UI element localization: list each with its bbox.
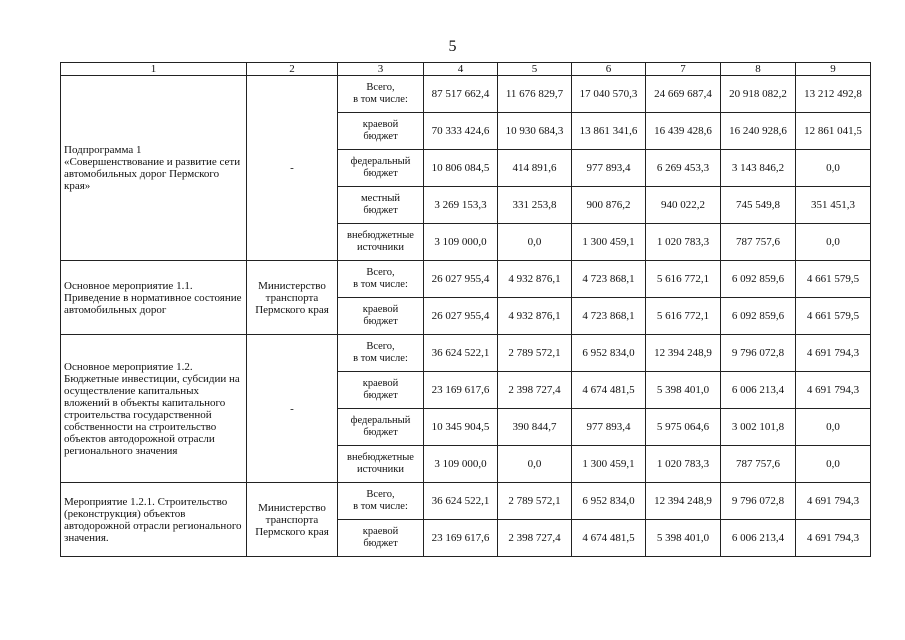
amount-cell: 20 918 082,2 bbox=[721, 76, 796, 113]
funding-source-cell: Всего, в том числе: bbox=[338, 261, 424, 298]
amount-cell: 5 616 772,1 bbox=[646, 261, 721, 298]
amount-cell: 3 269 153,3 bbox=[424, 187, 498, 224]
table-row bbox=[61, 483, 871, 520]
amount-cell: 6 092 859,6 bbox=[721, 298, 796, 335]
funding-source-cell: внебюджетные источники bbox=[338, 446, 424, 483]
executor-cell: - bbox=[247, 76, 338, 261]
amount-cell: 1 300 459,1 bbox=[572, 446, 646, 483]
amount-cell: 26 027 955,4 bbox=[424, 261, 498, 298]
column-number: 2 bbox=[247, 63, 338, 76]
amount-cell: 6 952 834,0 bbox=[572, 483, 646, 520]
amount-cell: 2 398 727,4 bbox=[498, 520, 572, 557]
funding-source-cell: краевой бюджет bbox=[338, 372, 424, 409]
column-number: 5 bbox=[498, 63, 572, 76]
amount-cell: 23 169 617,6 bbox=[424, 372, 498, 409]
amount-cell: 745 549,8 bbox=[721, 187, 796, 224]
amount-cell: 16 240 928,6 bbox=[721, 113, 796, 150]
amount-cell: 4 674 481,5 bbox=[572, 372, 646, 409]
amount-cell: 4 661 579,5 bbox=[796, 298, 871, 335]
amount-cell: 5 975 064,6 bbox=[646, 409, 721, 446]
amount-cell: 2 789 572,1 bbox=[498, 335, 572, 372]
amount-cell: 9 796 072,8 bbox=[721, 483, 796, 520]
table-row bbox=[61, 261, 871, 298]
amount-cell: 4 723 868,1 bbox=[572, 261, 646, 298]
amount-cell: 5 616 772,1 bbox=[646, 298, 721, 335]
amount-cell: 4 932 876,1 bbox=[498, 298, 572, 335]
program-name-cell: Основное мероприятие 1.1. Приведение в нормативное состояние автомобильных дорог bbox=[61, 261, 247, 335]
amount-cell: 1 300 459,1 bbox=[572, 224, 646, 261]
amount-cell: 6 092 859,6 bbox=[721, 261, 796, 298]
amount-cell: 977 893,4 bbox=[572, 150, 646, 187]
funding-source-cell: Всего, в том числе: bbox=[338, 335, 424, 372]
amount-cell: 6 269 453,3 bbox=[646, 150, 721, 187]
amount-cell: 1 020 783,3 bbox=[646, 224, 721, 261]
amount-cell: 331 253,8 bbox=[498, 187, 572, 224]
executor-cell: Министерство транспорта Пермского края bbox=[247, 261, 338, 335]
table-row bbox=[61, 335, 871, 372]
amount-cell: 70 333 424,6 bbox=[424, 113, 498, 150]
amount-cell: 0,0 bbox=[498, 446, 572, 483]
amount-cell: 4 932 876,1 bbox=[498, 261, 572, 298]
amount-cell: 3 109 000,0 bbox=[424, 446, 498, 483]
amount-cell: 0,0 bbox=[796, 150, 871, 187]
program-name-cell: Основное мероприятие 1.2. Бюджетные инвестиции, субсидии на осуществление капитальных вложений в объекты капитального строительства государственной собственности на строительство объектов автодорожной отрасли регионального значения bbox=[61, 335, 247, 483]
amount-cell: 6 006 213,4 bbox=[721, 520, 796, 557]
column-number: 9 bbox=[796, 63, 871, 76]
funding-source-cell: местный бюджет bbox=[338, 187, 424, 224]
amount-cell: 13 861 341,6 bbox=[572, 113, 646, 150]
amount-cell: 351 451,3 bbox=[796, 187, 871, 224]
amount-cell: 4 674 481,5 bbox=[572, 520, 646, 557]
amount-cell: 900 876,2 bbox=[572, 187, 646, 224]
budget-table-body bbox=[61, 63, 871, 557]
funding-source-cell: федеральный бюджет bbox=[338, 409, 424, 446]
budget-table bbox=[60, 62, 871, 557]
amount-cell: 17 040 570,3 bbox=[572, 76, 646, 113]
amount-cell: 4 691 794,3 bbox=[796, 520, 871, 557]
program-name-cell: Мероприятие 1.2.1. Строительство (реконструкция) объектов автодорожной отрасли регионального значения. bbox=[61, 483, 247, 557]
amount-cell: 414 891,6 bbox=[498, 150, 572, 187]
amount-cell: 390 844,7 bbox=[498, 409, 572, 446]
amount-cell: 23 169 617,6 bbox=[424, 520, 498, 557]
amount-cell: 6 952 834,0 bbox=[572, 335, 646, 372]
funding-source-cell: краевой бюджет bbox=[338, 298, 424, 335]
amount-cell: 940 022,2 bbox=[646, 187, 721, 224]
amount-cell: 3 109 000,0 bbox=[424, 224, 498, 261]
amount-cell: 787 757,6 bbox=[721, 224, 796, 261]
amount-cell: 5 398 401,0 bbox=[646, 520, 721, 557]
amount-cell: 4 691 794,3 bbox=[796, 335, 871, 372]
amount-cell: 12 394 248,9 bbox=[646, 483, 721, 520]
column-number: 4 bbox=[424, 63, 498, 76]
amount-cell: 2 398 727,4 bbox=[498, 372, 572, 409]
column-number: 8 bbox=[721, 63, 796, 76]
amount-cell: 16 439 428,6 bbox=[646, 113, 721, 150]
column-number-row bbox=[61, 63, 871, 76]
funding-source-cell: внебюджетные источники bbox=[338, 224, 424, 261]
program-name-cell: Подпрограмма 1 «Совершенствование и развитие сети автомобильных дорог Пермского края» bbox=[61, 76, 247, 261]
amount-cell: 977 893,4 bbox=[572, 409, 646, 446]
amount-cell: 1 020 783,3 bbox=[646, 446, 721, 483]
table-row bbox=[61, 76, 871, 113]
funding-source-cell: Всего, в том числе: bbox=[338, 76, 424, 113]
amount-cell: 0,0 bbox=[498, 224, 572, 261]
amount-cell: 787 757,6 bbox=[721, 446, 796, 483]
amount-cell: 12 394 248,9 bbox=[646, 335, 721, 372]
amount-cell: 12 861 041,5 bbox=[796, 113, 871, 150]
funding-source-cell: Всего, в том числе: bbox=[338, 483, 424, 520]
column-number: 6 bbox=[572, 63, 646, 76]
column-number: 7 bbox=[646, 63, 721, 76]
amount-cell: 10 930 684,3 bbox=[498, 113, 572, 150]
amount-cell: 4 661 579,5 bbox=[796, 261, 871, 298]
amount-cell: 9 796 072,8 bbox=[721, 335, 796, 372]
amount-cell: 10 345 904,5 bbox=[424, 409, 498, 446]
amount-cell: 2 789 572,1 bbox=[498, 483, 572, 520]
amount-cell: 0,0 bbox=[796, 409, 871, 446]
executor-cell: - bbox=[247, 335, 338, 483]
amount-cell: 36 624 522,1 bbox=[424, 483, 498, 520]
amount-cell: 0,0 bbox=[796, 446, 871, 483]
funding-source-cell: краевой бюджет bbox=[338, 113, 424, 150]
amount-cell: 26 027 955,4 bbox=[424, 298, 498, 335]
amount-cell: 13 212 492,8 bbox=[796, 76, 871, 113]
amount-cell: 3 002 101,8 bbox=[721, 409, 796, 446]
amount-cell: 0,0 bbox=[796, 224, 871, 261]
amount-cell: 10 806 084,5 bbox=[424, 150, 498, 187]
funding-source-cell: федеральный бюджет bbox=[338, 150, 424, 187]
column-number: 1 bbox=[61, 63, 247, 76]
executor-cell: Министерство транспорта Пермского края bbox=[247, 483, 338, 557]
page-number: 5 bbox=[448, 38, 457, 55]
amount-cell: 36 624 522,1 bbox=[424, 335, 498, 372]
amount-cell: 6 006 213,4 bbox=[721, 372, 796, 409]
amount-cell: 5 398 401,0 bbox=[646, 372, 721, 409]
amount-cell: 4 691 794,3 bbox=[796, 372, 871, 409]
column-number: 3 bbox=[338, 63, 424, 76]
amount-cell: 4 691 794,3 bbox=[796, 483, 871, 520]
amount-cell: 3 143 846,2 bbox=[721, 150, 796, 187]
amount-cell: 4 723 868,1 bbox=[572, 298, 646, 335]
amount-cell: 87 517 662,4 bbox=[424, 76, 498, 113]
amount-cell: 11 676 829,7 bbox=[498, 76, 572, 113]
amount-cell: 24 669 687,4 bbox=[646, 76, 721, 113]
funding-source-cell: краевой бюджет bbox=[338, 520, 424, 557]
